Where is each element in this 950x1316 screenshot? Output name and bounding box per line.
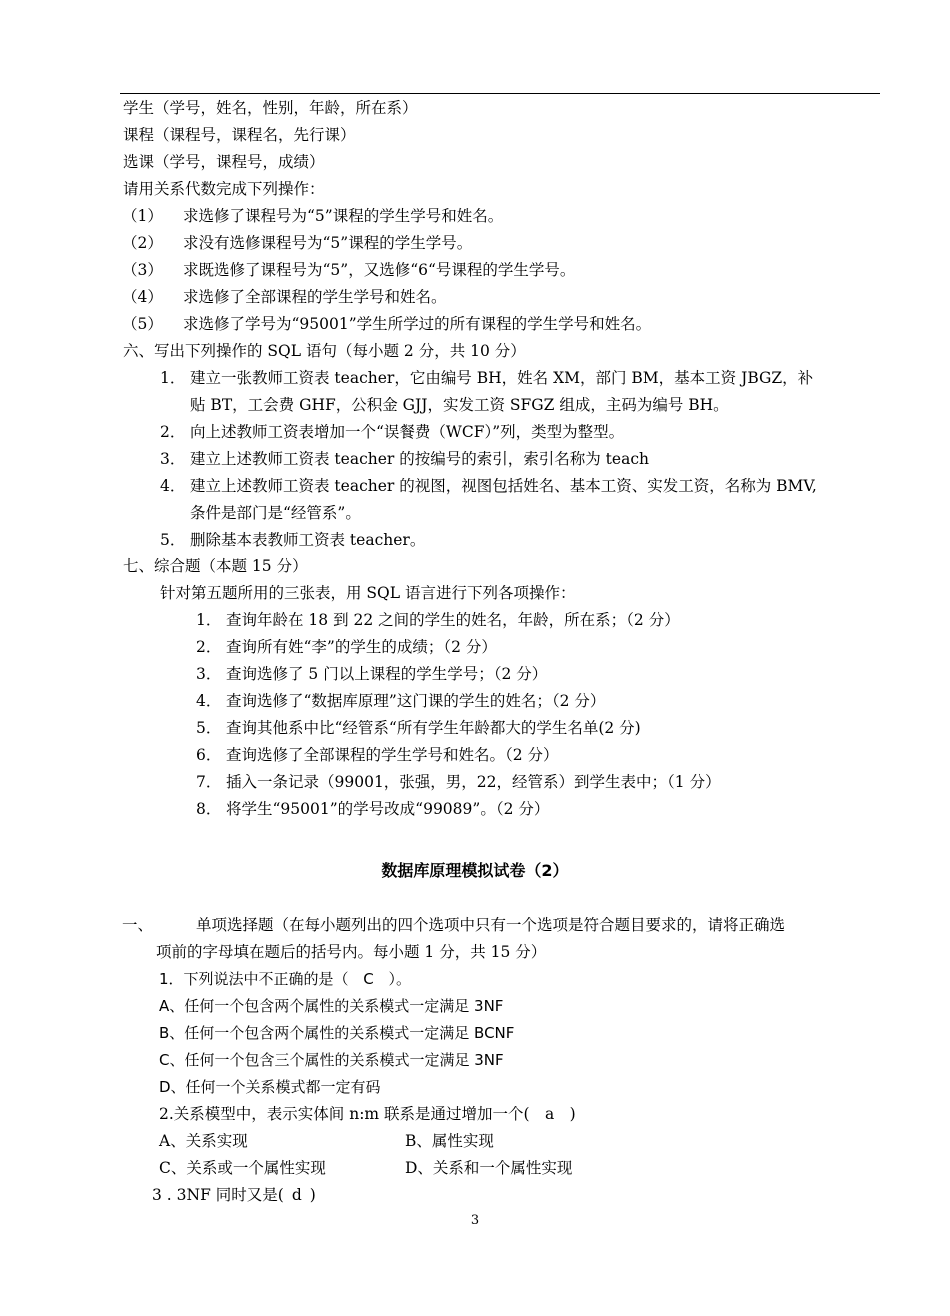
item-text: 查询其他系中比“经管系“所有学生年龄都大的学生名单(2 分) [226, 719, 641, 737]
relation-enroll: 选课（学号，课程号，成绩） [123, 153, 325, 171]
sql-query-item [0, 688, 950, 715]
page-number: 3 [470, 1213, 480, 1228]
question-stem: 2.关系模型中，表示实体间 n:m 联系是通过增加一个( [159, 1105, 530, 1123]
question-stem-end: ）。 [388, 970, 412, 988]
relation-course: 课程（课程号，课程名，先行课） [123, 126, 356, 144]
op-text: 求选修了全部课程的学生学号和姓名。 [183, 288, 447, 306]
item-number: 4． [196, 692, 222, 710]
sql-item [0, 365, 950, 392]
part-instruction: 单项选择题（在每小题列出的四个选项中只有一个选项是符合题目要求的，请将正确选 [196, 916, 786, 934]
item-text: 查询选修了“数据库原理”这门课的学生的姓名；（2 分） [226, 692, 606, 710]
op-text: 求没有选修课程号为“5”课程的学生学号。 [183, 234, 473, 252]
item-number: 3． [196, 665, 222, 683]
relation-student: 学生（学号，姓名，性别，年龄，所在系） [123, 99, 418, 117]
item-text: 建立上述教师工资表 teacher 的按编号的索引，索引名称为 teach [190, 450, 649, 468]
op-number: （3） [122, 261, 163, 279]
item-text-continued: 贴 BT，工会费 GHF，公积金 GJJ，实发工资 SFGZ 组成，主码为编号 BH。 [190, 396, 729, 414]
sql-query-item [0, 742, 950, 769]
option-a: A、关系实现 [159, 1132, 248, 1150]
sql-query-item [0, 715, 950, 742]
op-number: （1） [122, 207, 163, 225]
sql-item [0, 446, 950, 473]
item-number: 5． [160, 531, 186, 549]
item-number: 1． [196, 611, 222, 629]
sql-item [0, 527, 950, 554]
question-1 [0, 966, 950, 993]
option-a: A、任何一个包含两个属性的关系模式一定满足 3NF [159, 997, 504, 1015]
op-text: 求既选修了课程号为“5”，又选修“6“号课程的学生学号。 [183, 261, 576, 279]
option-b: B、属性实现 [405, 1132, 494, 1150]
question-answer: C [363, 970, 374, 988]
part-instruction-continued: 项前的字母填在题后的括号内。每小题 1 分，共 15 分） [156, 943, 547, 961]
option-d: D、任何一个关系模式都一定有码 [159, 1078, 381, 1096]
option-c: C、关系或一个属性实现 [159, 1159, 326, 1177]
sql-query-item [0, 607, 950, 634]
question-stem: 3 . 3NF 同时又是( [152, 1186, 284, 1204]
item-text: 将学生“95001”的学号改成“99089”。（2 分） [226, 800, 550, 818]
item-number: 4． [160, 477, 186, 495]
item-number: 7． [196, 773, 222, 791]
item-text: 插入一条记录（99001，张强，男，22，经管系）到学生表中；（1 分） [226, 773, 721, 791]
option-d: D、关系和一个属性实现 [405, 1159, 573, 1177]
option-b: B、任何一个包含两个属性的关系模式一定满足 BCNF [159, 1024, 515, 1042]
algebra-op [0, 203, 950, 230]
item-number: 2． [196, 638, 222, 656]
op-text: 求选修了学号为“95001”学生所学过的所有课程的学生学号和姓名。 [183, 315, 652, 333]
sql-item [0, 419, 950, 446]
item-number: 2． [160, 423, 186, 441]
sql-query-item [0, 634, 950, 661]
item-number: 3． [160, 450, 186, 468]
part-number: 一、 [122, 916, 154, 934]
question-3 [0, 1182, 950, 1209]
option-row [0, 1155, 950, 1182]
algebra-op [0, 257, 950, 284]
op-number: （2） [122, 234, 163, 252]
op-number: （5） [122, 315, 163, 333]
op-text: 求选修了课程号为“5”课程的学生学号和姓名。 [183, 207, 504, 225]
sql-item [0, 473, 950, 500]
question-2 [0, 1101, 950, 1128]
item-number: 5． [196, 719, 222, 737]
item-text: 查询选修了全部课程的学生学号和姓名。（2 分） [226, 746, 559, 764]
item-text: 建立上述教师工资表 teacher 的视图，视图包括姓名、基本工资、实发工资，名称为 BMV, [190, 477, 817, 495]
section7-heading: 七、综合题（本题 15 分） [123, 557, 308, 575]
item-text-continued: 条件是部门是“经管系”。 [190, 504, 361, 522]
item-text: 查询年龄在 18 到 22 之间的学生的姓名，年龄，所在系；（2 分） [226, 611, 680, 629]
option-row [0, 1128, 950, 1155]
item-text: 建立一张教师工资表 teacher，它由编号 BH，姓名 XM，部门 BM，基本工资 JBGZ，补 [190, 369, 814, 387]
item-number: 1． [160, 369, 186, 387]
sql-query-item [0, 661, 950, 688]
question-stem-end: ) [569, 1105, 576, 1123]
option-c: C、任何一个包含三个属性的关系模式一定满足 3NF [159, 1051, 504, 1069]
algebra-op [0, 230, 950, 257]
part1-heading [0, 912, 950, 939]
section6-heading: 六、写出下列操作的 SQL 语句（每小题 2 分，共 10 分） [123, 342, 526, 360]
question-answer: a [544, 1105, 555, 1123]
section7-intro: 针对第五题所用的三张表，用 SQL 语言进行下列各项操作： [160, 584, 576, 602]
op-number: （4） [122, 288, 163, 306]
question-stem: 1．下列说法中不正确的是（ [159, 970, 349, 988]
sql-query-item [0, 796, 950, 823]
algebra-instruction: 请用关系代数完成下列操作： [123, 180, 325, 198]
question-answer: d [291, 1186, 302, 1204]
item-text: 查询选修了 5 门以上课程的学生学号；（2 分） [226, 665, 548, 683]
algebra-op [0, 311, 950, 338]
header-rule [120, 93, 880, 94]
exam-paper-title: 数据库原理模拟试卷（2） [381, 861, 569, 880]
item-number: 6． [196, 746, 222, 764]
item-text: 向上述教师工资表增加一个“误餐费（WCF）”列，类型为整型。 [190, 423, 625, 441]
item-number: 8． [196, 800, 222, 818]
algebra-op [0, 284, 950, 311]
sql-query-item [0, 769, 950, 796]
item-text: 查询所有姓“李”的学生的成绩；（2 分） [226, 638, 497, 656]
question-stem-end: ) [309, 1186, 316, 1204]
item-text: 删除基本表教师工资表 teacher。 [190, 531, 426, 549]
